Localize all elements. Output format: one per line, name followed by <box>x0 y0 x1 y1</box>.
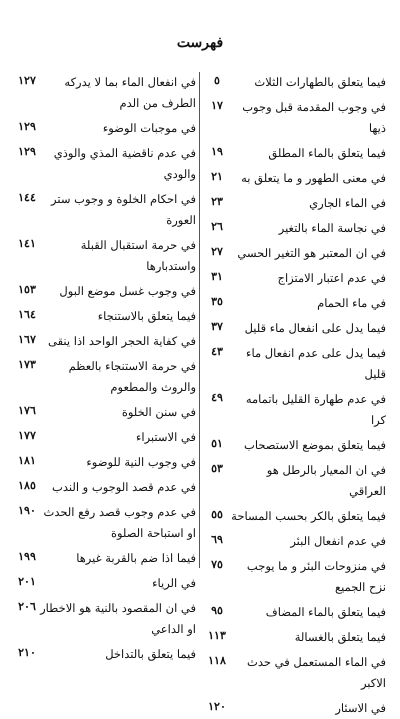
index-entry <box>14 573 196 594</box>
index-entry-page: ١٧٦ <box>18 404 36 417</box>
index-entry-title: في انفعال الماء بما لا يدركه الطرف من الدم <box>64 75 196 110</box>
index-entry-title: في عدم ناقضية المذي والوذي والودي <box>53 146 196 181</box>
index-entry-title: في حرمة الاستنجاء بالعظم والروث والمطعوم <box>68 359 196 394</box>
index-entry-page: ١٢٧ <box>18 74 36 87</box>
index-entry-title: فيما يتعلق بالاستنجاء <box>97 309 196 323</box>
index-entry-page: ١٩٠ <box>18 504 36 517</box>
index-entry <box>204 97 386 139</box>
index-columns <box>14 72 386 715</box>
index-entry-page: ١٥٣ <box>18 283 36 296</box>
index-entry-page: ١٧٧ <box>18 429 36 442</box>
index-entry <box>204 72 386 93</box>
index-entry-page: ١٢٩ <box>18 120 36 133</box>
index-entry <box>204 602 386 623</box>
index-entry-page: ٢١ <box>211 170 223 183</box>
index-entry-page: ١١٣ <box>208 629 226 642</box>
index-entry <box>204 168 386 189</box>
index-entry-title: فيما يتعلق بالطهارات الثلاث <box>254 75 386 89</box>
index-entry-title: في حرمة استقبال القبلة واستدبارها <box>80 238 196 273</box>
index-entry-page: ١١٨ <box>208 654 226 667</box>
index-entry <box>14 477 196 498</box>
index-entry <box>204 435 386 456</box>
index-entry-page: ٤٣ <box>211 345 223 358</box>
index-entry <box>204 506 386 527</box>
index-entry <box>204 556 386 598</box>
index-entry-title: في الاستبراء <box>135 430 196 444</box>
index-entry-page: ١٢٩ <box>18 145 36 158</box>
index-entry-title: في سنن الخلوة <box>121 405 196 419</box>
index-entry-page: ٢٧ <box>211 245 223 258</box>
index-entry <box>204 343 386 385</box>
page-title: فهرست <box>176 35 224 51</box>
index-entry <box>204 531 386 552</box>
index-entry <box>204 293 386 314</box>
index-entry-page: ٢١٠ <box>18 646 36 659</box>
index-entry-page: ١٨١ <box>18 454 36 467</box>
index-entry-page: ١٦٧ <box>18 333 36 346</box>
index-entry-title: في نجاسة الماء بالتغير <box>278 221 386 235</box>
index-entry-page: ١٨٥ <box>18 479 36 492</box>
index-entry-title: في ان المقصود بالنية هو الاخطار او الداعي <box>40 601 196 636</box>
index-entry-page: ٥١ <box>211 437 223 450</box>
index-entry-page: ٢٣ <box>211 195 223 208</box>
index-entry-title: في وجوب النية للوضوء <box>86 455 196 469</box>
index-entry-page: ١٧ <box>211 99 223 112</box>
index-entry-page: ٣٥ <box>211 295 223 308</box>
index-entry-title: في وجوب غسل موضع البول <box>59 284 196 298</box>
index-entry-title: في عدم اعتبار الامتزاج <box>277 271 386 285</box>
index-entry-title: في عدم طهارة القليل باتمامه كرا <box>245 392 386 427</box>
index-entry-page: ١٩ <box>211 145 223 158</box>
index-column-right <box>204 72 386 715</box>
index-entry <box>204 243 386 264</box>
index-entry <box>14 356 196 398</box>
index-entry-title: في عدم انفعال البئر <box>290 534 386 548</box>
index-entry-title: في ان المعيار بالرطل هو العراقي <box>266 463 386 498</box>
index-entry-page: ٣١ <box>211 270 223 283</box>
index-entry <box>14 118 196 139</box>
index-entry <box>204 627 386 648</box>
index-entry-title: فيما يتعلق بالتداخل <box>105 647 196 661</box>
index-entry <box>14 427 196 448</box>
index-entry-title: فيما يتعلق بالكر بحسب المساحة <box>231 509 386 523</box>
index-entry-title: في منزوحات البئر و ما يوجب نزح الجميع <box>246 559 386 594</box>
index-entry-page: ٢٦ <box>211 220 223 233</box>
index-entry <box>14 306 196 327</box>
index-entry-title: في ماء الحمام <box>317 296 386 310</box>
index-entry-title: في احكام الخلوة و وجوب ستر العورة <box>51 192 196 227</box>
index-column-left <box>14 72 196 661</box>
index-entry-page: ١٤١ <box>18 237 36 250</box>
index-entry <box>14 402 196 423</box>
index-entry-page: ٧٥ <box>211 558 223 571</box>
index-entry-title: فيما يتعلق بالغسالة <box>294 630 386 644</box>
index-entry-title: فيما يتعلق بالماء المطلق <box>268 146 386 160</box>
index-entry <box>204 652 386 694</box>
index-entry-title: فيما يدل على انفعال ماء قليل <box>244 321 386 335</box>
index-entry-title: في وجوب المقدمة قبل وجوب ذيها <box>242 100 386 135</box>
index-entry <box>204 143 386 164</box>
index-entry <box>14 281 196 302</box>
index-entry <box>204 218 386 239</box>
index-entry-title: في الماء الجاري <box>309 196 386 210</box>
index-entry <box>14 452 196 473</box>
index-entry-title: في ان المعتبر هو التغير الحسي <box>237 246 386 260</box>
index-entry-page: ٥٥ <box>211 508 223 521</box>
index-entry <box>14 331 196 352</box>
index-entry-page: ١٦٤ <box>18 308 36 321</box>
index-entry <box>14 235 196 277</box>
index-entry <box>204 268 386 289</box>
index-entry-page: ٦٩ <box>211 533 223 546</box>
index-entry-page: ١٧٣ <box>18 358 36 371</box>
index-entry <box>14 72 196 114</box>
index-entry-title: في الرياء <box>152 576 196 590</box>
index-entry <box>14 548 196 569</box>
index-entry-page: ٢٠١ <box>18 575 36 588</box>
index-entry <box>204 318 386 339</box>
index-entry-page: ٤٩ <box>211 391 223 404</box>
index-entry <box>204 389 386 431</box>
index-entry-title: في موجبات الوضوء <box>102 121 196 135</box>
index-entry-page: ١٤٤ <box>18 191 36 204</box>
index-entry <box>14 189 196 231</box>
index-entry <box>204 698 386 719</box>
index-entry <box>14 644 196 665</box>
index-entry <box>204 460 386 502</box>
index-entry-title: في الماء المستعمل في حدث الاكبر <box>247 655 386 690</box>
index-entry <box>14 598 196 640</box>
index-entry-page: ٣٧ <box>211 320 223 333</box>
index-entry-page: ٩٥ <box>211 604 223 617</box>
index-entry <box>14 143 196 185</box>
index-entry-title: فيما يتعلق بموضع الاستصحاب <box>244 438 386 452</box>
index-entry-title: في عدم قصد الوجوب و الندب <box>52 480 196 494</box>
index-entry-title: في الاسئار <box>335 701 386 715</box>
index-entry-page: ٥٣ <box>211 462 223 475</box>
index-entry-title: في عدم وجوب قصد رفع الحدث او استباحة الصلوة <box>43 505 196 540</box>
index-entry <box>204 193 386 214</box>
index-entry-page: ١٢٠ <box>208 700 226 713</box>
index-entry-title: فيما اذا ضم بالقربة غيرها <box>76 551 196 565</box>
index-entry-title: فيما يدل على عدم انفعال ماء قليل <box>246 346 386 381</box>
index-entry-title: فيما يتعلق بالماء المضاف <box>265 605 386 619</box>
index-entry-title: في معنى الطهور و ما يتعلق به <box>241 171 386 185</box>
index-entry-page: ١٩٩ <box>18 550 36 563</box>
index-entry-page: ٥ <box>214 74 220 87</box>
index-entry-page: ٢٠٦ <box>18 600 36 613</box>
index-entry-title: في كفاية الحجر الواحد اذا ينقى <box>48 334 196 348</box>
index-entry <box>14 502 196 544</box>
